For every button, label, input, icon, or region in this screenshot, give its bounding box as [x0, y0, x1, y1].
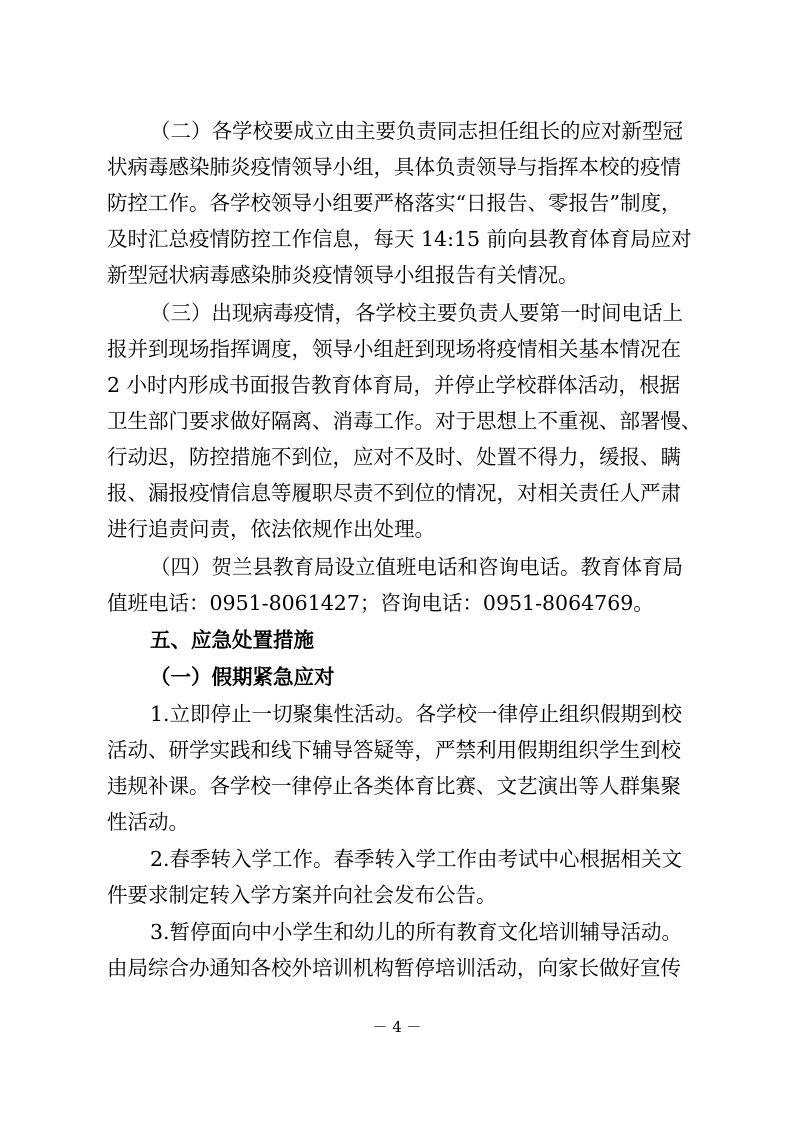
section-heading: 五、应急处置措施: [150, 628, 314, 652]
text-line-9: 卫生部门要求做好隔离、消毒工作。对于思想上不重视、部署慢、: [107, 409, 702, 433]
text-line-10: 行动迟，防控措施不到位，应对不及时、处置不得力，缓报、瞒: [107, 445, 681, 469]
text-line-1: （二）各学校要成立由主要负责同志担任组长的应对新型冠: [150, 119, 683, 143]
text-line-3: 防控工作。各学校领导小组要严格落实“日报告、零报告”制度，: [107, 191, 682, 215]
text-line-23: 3.暂停面向中小学生和幼儿的所有教育文化培训辅导活动。: [150, 920, 683, 944]
text-line-21: 2.春季转入学工作。春季转入学工作由考试中心根据相关文: [150, 847, 683, 871]
page-number: － 4 －: [372, 1018, 422, 1036]
text-line-7: 报并到现场指挥调度，领导小组赶到现场将疫情相关基本情况在: [107, 337, 681, 361]
text-line-18: 活动、研学实践和线下辅导答疑等，严禁利用假期组织学生到校: [107, 738, 681, 762]
text-line-20: 性活动。: [107, 810, 189, 834]
text-line-5: 新型冠状病毒感染肺炎疫情领导小组报告有关情况。: [107, 263, 579, 287]
text-line-12: 进行追责问责，依法依规作出处理。: [107, 517, 435, 541]
text-line-13: （四）贺兰县教育局设立值班电话和咨询电话。教育体育局: [150, 555, 683, 579]
text-line-14: 值班电话：0951-8061427；咨询电话：0951-8064769。: [107, 591, 654, 615]
text-line-6: （三）出现病毒疫情，各学校主要负责人要第一时间电话上: [150, 301, 683, 325]
text-line-4: 及时汇总疫情防控工作信息，每天 14:15 前向县教育体育局应对: [107, 227, 692, 251]
subsection-heading: （一）假期紧急应对: [150, 665, 335, 689]
text-line-24: 由局综合办通知各校外培训机构暂停培训活动，向家长做好宣传: [107, 956, 681, 980]
text-line-19: 违规补课。各学校一律停止各类体育比赛、文艺演出等人群集聚: [107, 774, 681, 798]
text-line-8: 2 小时内形成书面报告教育体育局，并停止学校群体活动，根据: [107, 373, 681, 397]
text-line-11: 报、漏报疫情信息等履职尽责不到位的情况，对相关责任人严肃: [107, 481, 681, 505]
text-line-2: 状病毒感染肺炎疫情领导小组，具体负责领导与指挥本校的疫情: [107, 155, 681, 179]
text-line-22: 件要求制定转入学方案并向社会发布公告。: [107, 883, 497, 907]
text-line-17: 1.立即停止一切聚集性活动。各学校一律停止组织假期到校: [150, 702, 683, 726]
